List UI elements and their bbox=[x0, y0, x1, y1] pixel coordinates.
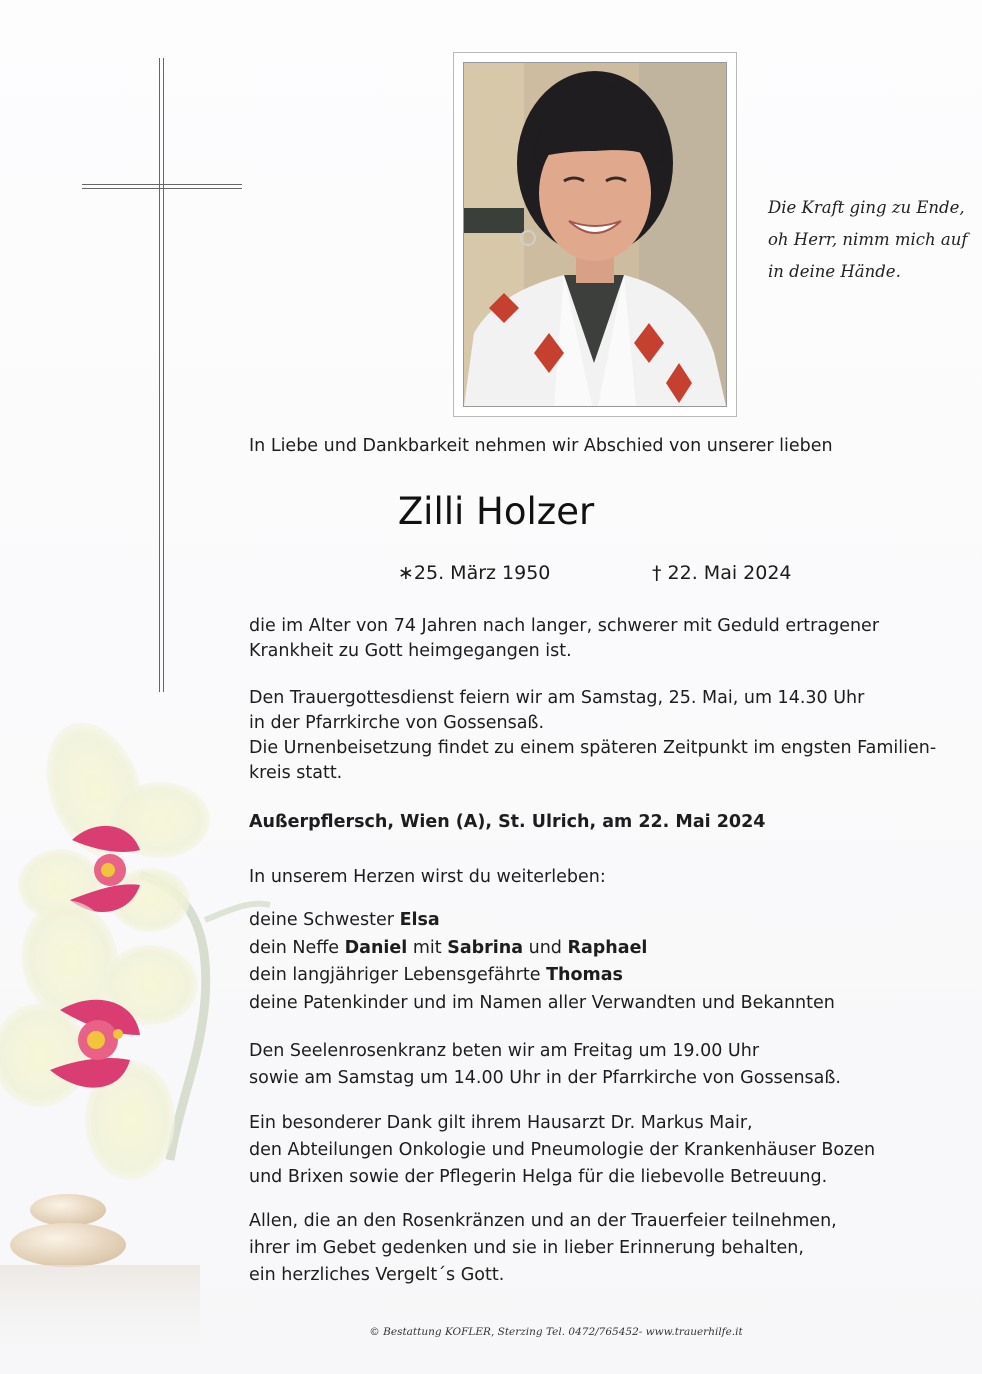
service-paragraph: Den Trauergottesdienst feiern wir am Samstag, 25. Mai, um 14.30 Uhr in der Pfarrkirche von Gossensaß. Die Urnenbeisetzung findet zu einem späteren Zeitpunkt im engsten Familien- kreis statt. bbox=[249, 688, 937, 783]
rosary-paragraph: Den Seelenrosenkranz beten wir am Freitag um 19.00 Uhr sowie am Samstag um 14.00 Uhr in der Pfarrkirche von Gossensaß. bbox=[249, 1041, 841, 1088]
portrait-frame bbox=[453, 52, 737, 417]
quote-line: in deine Hände. bbox=[768, 262, 901, 281]
family-partner: dein langjähriger Lebensgefährte Thomas bbox=[249, 965, 623, 985]
family-sister: deine Schwester Elsa bbox=[249, 910, 440, 930]
thanks-paragraph: Ein besonderer Dank gilt ihrem Hausarzt Dr. Markus Mair, den Abteilungen Onkologie und Pneumologie der Krankenhäuser Bozen und Brixen sowie der Pflegerin Helga für die liebevolle Betreuung. bbox=[249, 1113, 876, 1187]
deceased-name: Zilli Holzer bbox=[397, 490, 595, 533]
portrait-photo bbox=[463, 62, 727, 407]
closing-paragraph: Allen, die an den Rosenkränzen und an der Trauerfeier teilnehmen, ihrer im Gebet gedenken und sie in lieber Erinnerung behalten, ein herzliches Vergelt´s Gott. bbox=[249, 1211, 837, 1285]
family-list bbox=[249, 907, 835, 1017]
footer-credit: © Bestattung KOFLER, Sterzing Tel. 0472/765452- www.trauerhilfe.it bbox=[369, 1326, 743, 1338]
age-paragraph: die im Alter von 74 Jahren nach langer, schwerer mit Geduld ertragener Krankheit zu Gott heimgegangen ist. bbox=[249, 616, 880, 661]
family-godchildren: deine Patenkinder und im Namen aller Verwandten und Bekannten bbox=[249, 992, 835, 1013]
birth-date: ∗25. März 1950 bbox=[398, 562, 551, 584]
cross-horizontal-bar bbox=[82, 184, 242, 189]
heart-line: In unserem Herzen wirst du weiterleben: bbox=[249, 867, 606, 887]
quote-line: oh Herr, nimm mich auf bbox=[768, 230, 968, 249]
family-nephew: dein Neffe Daniel mit Sabrina und Raphael bbox=[249, 937, 648, 958]
quote-block bbox=[768, 192, 968, 288]
place-date: Außerpflersch, Wien (A), St. Ulrich, am 22. Mai 2024 bbox=[249, 812, 766, 832]
cross-vertical-bar bbox=[159, 58, 164, 692]
intro-text: In Liebe und Dankbarkeit nehmen wir Abschied von unserer lieben bbox=[249, 436, 833, 456]
quote-line: Die Kraft ging zu Ende, bbox=[768, 198, 965, 217]
death-date: † 22. Mai 2024 bbox=[652, 562, 792, 584]
